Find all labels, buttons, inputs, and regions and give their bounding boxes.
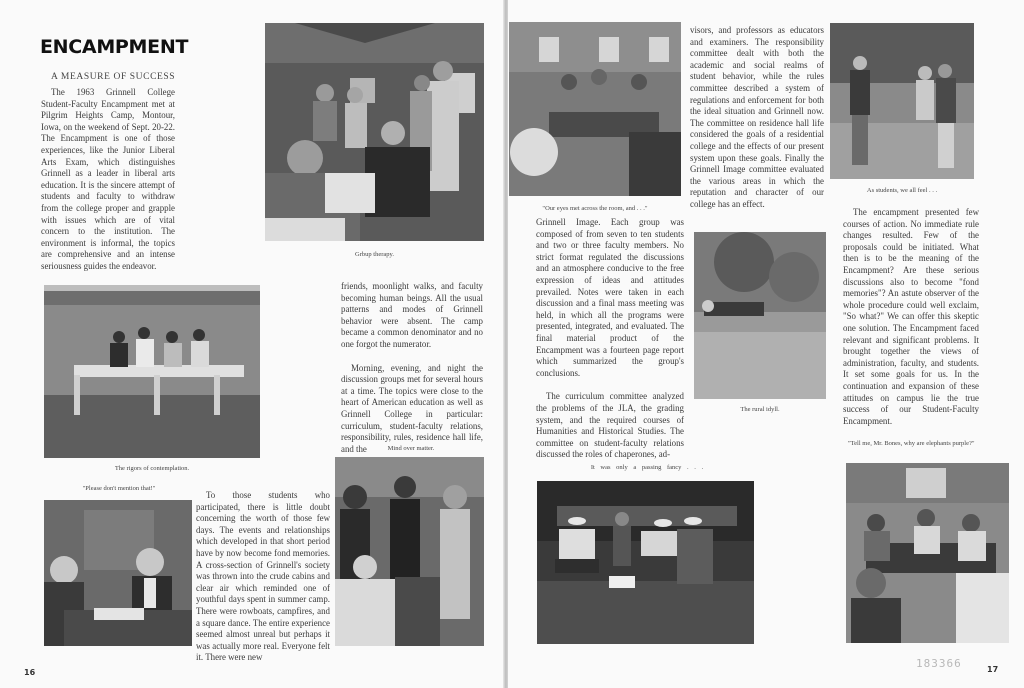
right-column-3-paragraph: The encampment presented few courses of action. No immediate rule changes resulted. Few of the proposals could be initiated. What then is to be the meaning of the Encampment? Are these serious discussions also to become "fond memories"? An astute observer of the whole procedure could well exclaim, "So what?" We can offer this skeptic one solution. The Encampment faced relevant and significant problems. It brought together the views of administration, faculty, and students. It set some goals for us. In the continuation and expansion of these attitudes on campus lie the true success of our Student-Faculty Encampment. <box>843 207 979 426</box>
right-column-1-paragraph-1: Grinnell Image. Each group was composed of from seven to ten students and two or three faculty members. No strict format regulated the discussions and an atmosphere conducive to the free expression of ideas and attitudes prevailed. Notes were taken in each discussion and a final mass meeting was held, in which all the programs were presented, integrated, and evaluated. The final material product of the Encampment was a fourteen page report which summarized the group's conclusions. <box>536 217 684 378</box>
photo-as-students <box>830 23 974 179</box>
column-3-paragraph-1: friends, moonlight walks, and faculty becoming human beings. All the usual patterns and modes of Grinnell behavior were absent. The camp became a common denominator and no one forgot the numerator. <box>341 281 483 349</box>
intro-text <box>41 87 175 285</box>
right-column-2-paragraph: visors, and professors as educators and examiners. The responsibility committee dealt with both the academic and social realms of student behavior, while the rules committee described a system of regulations and enforcement for both the ideal situation and Grinnell now. The committee on residence hall life considered the goals of a residential college and the effects of our present system upon these goals. Finally the Grinnell Image committee evaluated the various areas in which the reputation and character of our college has an effect. <box>690 25 824 209</box>
right-column-2-text <box>690 25 824 223</box>
intro-paragraph: The 1963 Grinnell College Student-Faculty Encampment met at Pilgrim Heights Camp, Montour, Iowa, on the weekend of Sept. 20-22. The Encampment is one of those experiences, like the Junior Liberal Arts Exam, which distinguishes Grinnell as a leader in liberal arts education. It is the sincere attempt of students and faculty to withdraw from the college proper and grapple with issues which are of vital concern to the institution. The environment is informal, the topics are comprehensive and an intense seriousness guides the endeavor. <box>41 87 175 271</box>
page-number-left: 16 <box>24 668 36 677</box>
caption-group-therapy: Grbup therapy. <box>355 251 394 258</box>
photo-rural-idyll <box>694 232 826 399</box>
caption-rural-idyll: The rural idyll. <box>740 406 780 413</box>
caption-rigors: The rigors of contemplation. <box>114 465 190 472</box>
left-column-2-text <box>196 490 330 676</box>
photo-group-therapy <box>265 23 484 241</box>
right-column-1-text <box>536 217 684 473</box>
column-3-paragraph-2: Morning, evening, and night the discussion groups met for several hours at a time. The topics were close to the heart of American education as well as Grinnell College in particular: curriculum, student-faculty relations, responsibility, rules, residence hall life, and the <box>341 362 483 454</box>
caption-eyes-met: "Our eyes met across the room, and . . ." <box>542 205 648 212</box>
photo-mr-bones <box>846 463 1009 643</box>
caption-elephants: "Tell me, Mr. Bones, why are elephants purple?" <box>848 440 975 447</box>
page-title: ENCAMPMENT <box>40 36 189 58</box>
caption-dont-mention: "Please don't mention that!" <box>82 485 156 492</box>
photo-eyes-met <box>509 22 681 196</box>
photo-please-dont-mention <box>44 500 192 646</box>
photo-rigors-of-contemplation <box>44 285 260 458</box>
right-column-3-text <box>843 207 979 439</box>
caption-mind-over-matter: Mind over matter. <box>387 445 435 452</box>
caption-as-students: As students, we all feel . . . <box>866 187 938 194</box>
library-stamp: 183366 <box>916 657 962 670</box>
photo-passing-fancy <box>537 481 754 644</box>
left-column-3-text <box>341 281 483 467</box>
column-2-paragraph: To those students who participated, there is little doubt concerning the worth of those few days. The events and relationships which developed in that short period have by now become fond memories. A cross-section of Grinnell's society was thrown into the crude cabins and clear air which reminded one of youthful days spent in summer camp. There were rowboats, campfires, and a square dance. The entire experience seemed almost unreal but perhaps it was actually more real. Everyone felt it. There were new <box>196 490 330 663</box>
photo-mind-over-matter <box>335 457 484 646</box>
caption-passing-fancy: It was only a passing fancy . . . <box>590 464 704 471</box>
page-number-right: 17 <box>987 665 999 674</box>
right-column-1-paragraph-2: The curriculum committee analyzed the problems of the JLA, the grading system, and the required courses of Humanities and Historical Studies. The committee on student-faculty relations discussed the roles of chaperones, ad- <box>536 391 684 460</box>
subheading: A MEASURE OF SUCCESS <box>51 72 176 82</box>
